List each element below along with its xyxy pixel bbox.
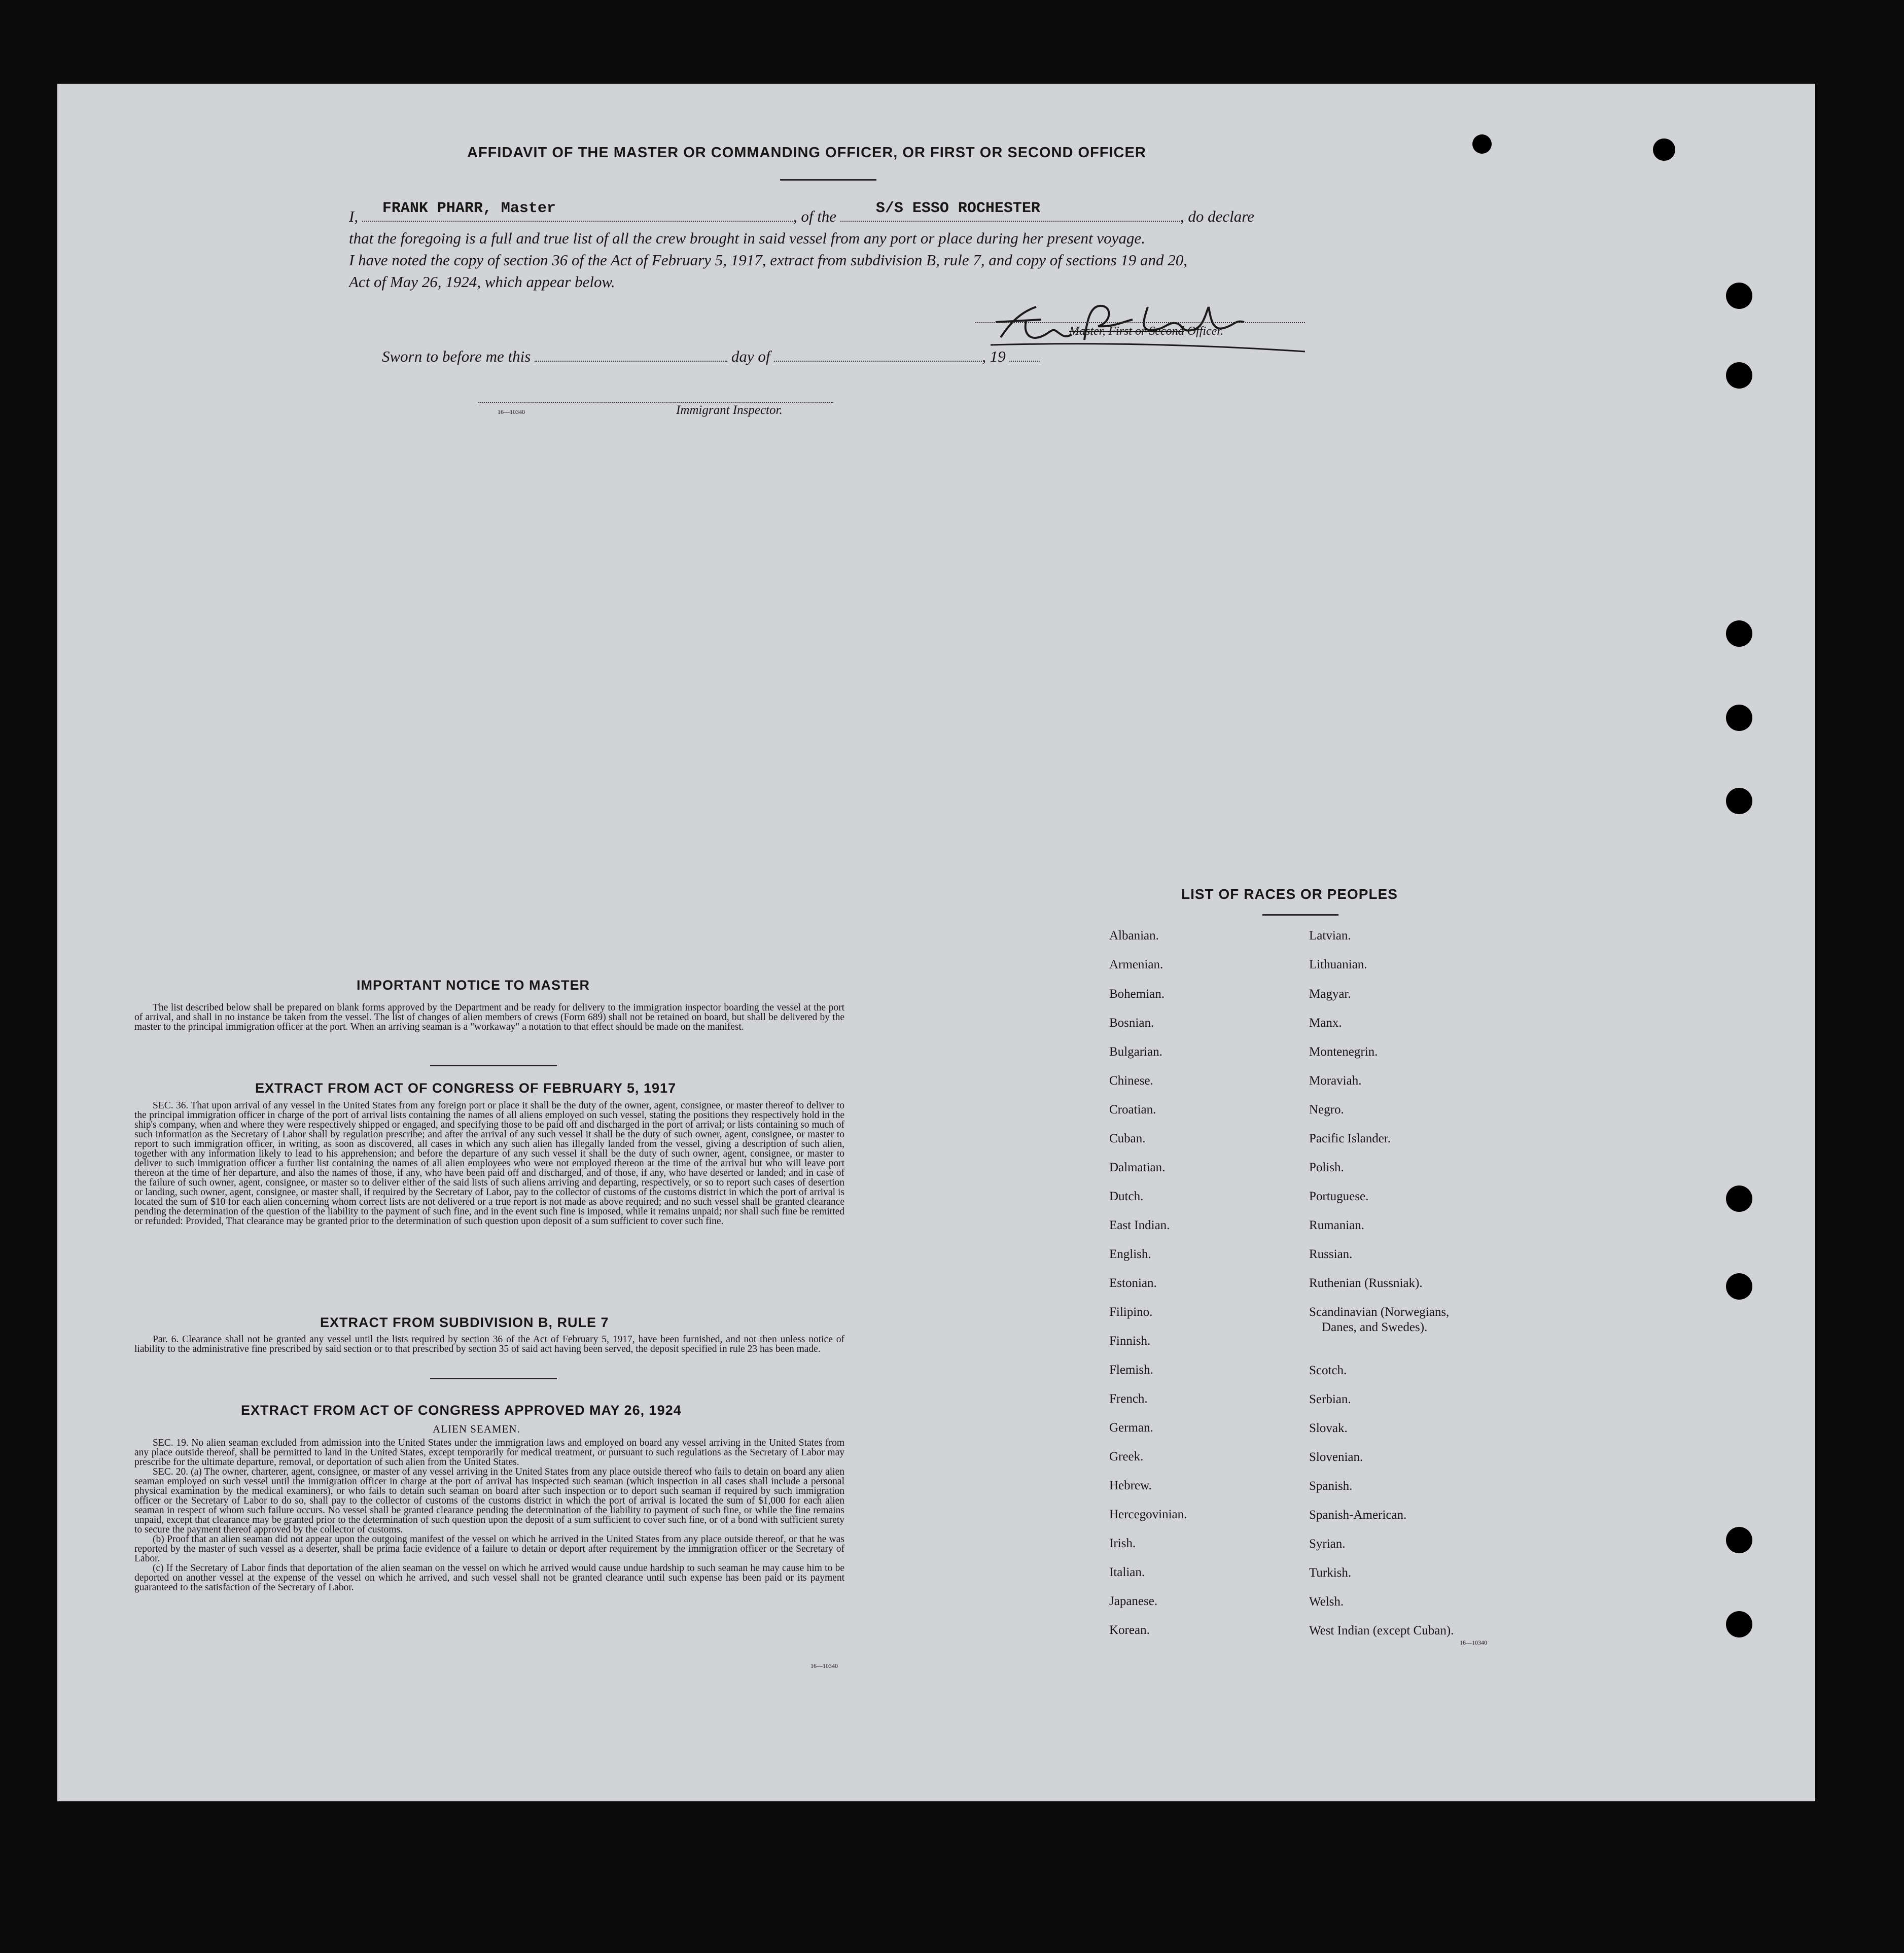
race-item: Slovak. [1309, 1421, 1348, 1435]
race-item: Montenegrin. [1309, 1045, 1378, 1059]
sworn-day-field [535, 345, 727, 362]
race-item: Hercegovinian. [1109, 1508, 1187, 1521]
race-item: Flemish. [1109, 1363, 1153, 1377]
race-item: Slovenian. [1309, 1450, 1363, 1464]
race-item: Scandinavian (Norwegians, [1309, 1305, 1450, 1319]
subdivision-rule [430, 1378, 557, 1379]
extract-1917-text: SEC. 36. That upon arrival of any vessel in the United States from any foreign port or place it shall be the duty of the owner, agent, consignee, or master thereof to deliver to the principal immigration officer in charge of the port of arrival lists containing the names of all aliens employed on such vessel, stating the positions they respectively hold in the ship's company, when and where they were respectively shipped or engaged, and specifying those to be paid off and discharged in the port of arrival; or lists containing so much of such information as the Secretary of Labor shall by regulation prescribe; and after the arrival of any such vessel it shall be the duty of such owner, agent, consignee, or master to report to such immigration officer, in writing, as soon as discovered, all cases in which any such alien has illegally landed from the vessel, giving a description of such alien, together with any information likely to lead to his apprehension; and before the departure of any such vessel it shall be the duty of such owner, agent, consignee, or master to deliver to such immigration officer a further list containing the names of all alien employees who were not employed thereon at the time of the arrival but who will leave port thereon at the time of her departure, and also the names of those, if any, who have been paid off and discharged, and of those, if any, who have deserted or landed; and in case of the failure of such owner, agent, consignee, or master so to deliver either of the said lists of such aliens arriving and departing, respectively, or so to report such cases of desertion or landing, such owner, agent, consignee, or master shall, if required by the Secretary of Labor, pay to the collector of customs of the customs district in which the port of arrival is located the sum of $10 for each alien concerning whom correct lists are not delivered or a true report is not made as above required; and no such vessel shall be granted clearance pending the determination of the question of the liability to the payment of such fine, and in the event such fine is imposed, while it remains unpaid; nor shall such fine be remitted or refunded: Provided, That clearance may be granted prior to the determination of such question upon deposit of a sum sufficient to cover such fine. [134, 1100, 844, 1227]
affidavit-title: AFFIDAVIT OF THE MASTER OR COMMANDING OFFICER, OR FIRST OR SECOND OFFICER [467, 145, 1146, 161]
races-left-column [1109, 929, 1282, 1639]
race-item: West Indian (except Cuban). [1309, 1624, 1454, 1637]
race-item: Polish. [1309, 1161, 1344, 1174]
title-rule [780, 179, 876, 181]
race-item: Serbian. [1309, 1392, 1351, 1406]
race-item: French. [1109, 1392, 1148, 1406]
punch-hole [1726, 620, 1752, 647]
signature-caption-end: Officer. [1187, 325, 1223, 338]
race-item: Croatian. [1109, 1103, 1156, 1117]
signature-caption [1069, 325, 1223, 338]
races-right-column [1309, 929, 1593, 1649]
races-rule [1262, 914, 1338, 916]
race-item: Korean. [1109, 1623, 1150, 1637]
vessel-name: S/S ESSO ROCHESTER [875, 200, 1040, 217]
race-item: Magyar. [1309, 987, 1351, 1001]
sworn-line [382, 345, 1040, 368]
affidavit-line-2: that the foregoing is a full and true list of all the crew brought in said vessel from any port or place during her present voyage. [349, 229, 1145, 247]
race-item: Ruthenian (Russniak). [1309, 1276, 1423, 1290]
punch-hole [1726, 283, 1752, 309]
race-item: Spanish-American. [1309, 1508, 1407, 1522]
race-item: Scotch. [1309, 1364, 1347, 1377]
do-declare-label: , do declare [1180, 207, 1254, 225]
race-item: Portuguese. [1309, 1190, 1369, 1203]
sec-19-text: SEC. 19. No alien seaman excluded from admission into the United States under the immigration laws and employed on board any vessel arriving in the United States from any place outside thereof, shall be permitted to land in the United States, except temporarily for medical treatment, or pursuant to such regulations as the Secretary of Labor may prescribe for the ultimate departure, removal, or deportation of such alien from the United States. [134, 1438, 844, 1468]
race-item: Filipino. [1109, 1305, 1153, 1319]
form-number-left: 16—10340 [810, 1662, 838, 1669]
i-label: I, [349, 207, 359, 225]
race-item: Manx. [1309, 1016, 1342, 1030]
punch-hole [1726, 788, 1752, 814]
punch-hole [1472, 134, 1492, 154]
race-item: Estonian. [1109, 1276, 1157, 1290]
act-1924-body [134, 1438, 844, 1592]
race-item: East Indian. [1109, 1218, 1170, 1232]
punch-hole [1726, 362, 1752, 389]
document-page [57, 84, 1815, 1801]
race-item: Armenian. [1109, 958, 1163, 971]
races-title: LIST OF RACES OR PEOPLES [1181, 886, 1398, 902]
race-item: Welsh. [1309, 1595, 1344, 1609]
race-item: Albanian. [1109, 929, 1159, 943]
race-item: Bosnian. [1109, 1016, 1154, 1030]
punch-hole [1726, 1185, 1752, 1212]
race-item: Dalmatian. [1109, 1161, 1166, 1174]
extract-1917-title: EXTRACT FROM ACT OF CONGRESS OF FEBRUARY 5, 1917 [255, 1080, 677, 1096]
race-item: Italian. [1109, 1565, 1145, 1579]
race-item: Lithuanian. [1309, 958, 1367, 971]
subdivision-b-text: Par. 6. Clearance shall not be granted any vessel until the lists required by section 36 of the Act of February 5, 1917, have been furnished, and not then unless notice of liability to the administrative fine prescribed by said section or to that prescribed by section 35 of said act having been served, the deposit specified in rule 23 has been made. [134, 1334, 844, 1354]
race-item: Cuban. [1109, 1132, 1146, 1145]
punch-hole [1726, 1273, 1752, 1300]
race-item: English. [1109, 1247, 1151, 1261]
signature-line [975, 322, 1305, 323]
sec-20c-text: (c) If the Secretary of Labor finds that deportation of the alien seaman on the vessel on which he arrived would cause undue hardship to such seaman he may cause him to be deported on another vessel at the expense of the vessel on which he arrived, and such vessel shall not be granted clearance until such expense has been paid or its payment guaranteed to the satisfaction of the Secretary of Labor. [134, 1563, 844, 1593]
race-item: Turkish. [1309, 1566, 1352, 1580]
punch-hole [1653, 138, 1675, 161]
race-item: Japanese. [1109, 1594, 1158, 1608]
notice-text: The list described below shall be prepared on blank forms approved by the Department and be ready for delivery to the immigration inspector boarding the vessel at the port of arrival, and shall in no instance be taken from the vessel. The list of changes of alien members of crews (Form 689) shall not be retained on board, but shall be delivered by the master to the principal immigration officer at the port. When an arriving seaman is a "workaway" a notation to that effect should be made on the manifest. [134, 1002, 844, 1032]
race-item: Spanish. [1309, 1479, 1353, 1493]
sworn-label: Sworn to before me this [382, 347, 531, 365]
alien-seamen-subtitle: ALIEN SEAMEN. [433, 1423, 520, 1435]
affidavit-line-4: Act of May 26, 1924, which appear below. [349, 273, 615, 291]
notice-title: IMPORTANT NOTICE TO MASTER [357, 978, 590, 993]
affidavit-line-3: I have noted the copy of section 36 of the Act of February 5, 1917, extract from subdivision B, rule 7, and copy of sections 19 and 20, [349, 251, 1188, 269]
sec-20b-text: (b) Proof that an alien seaman did not appear upon the outgoing manifest of the vessel on which he arrived in the United States from any place outside thereof, or that he was reported by the master of such vessel as a deserter, shall be prima facie evidence of a failure to detain or deport after requirement by the immigration officer or the Secretary of Labor. [134, 1534, 844, 1564]
sec-20a-text: SEC. 20. (a) The owner, charterer, agent, consignee, or master of any vessel arriving in the United States from any place outside thereof who fails to detain on board any alien seaman employed on such vessel until the immigration officer in charge at the port of arrival has inspected such seaman (which inspection in all cases shall include a personal physical examination by the medical examiners), or who fails to detain such seaman on board after such inspection or to deport such seaman if required by such immigration officer or the Secretary of Labor to do so, shall pay to the collector of customs of the customs district in which the port of arrival is located the sum of $1,000 for each alien seaman in respect of whom such failure occurs. No vessel shall be granted clearance pending the determination of the liability to payment of such fine, or while the fine remains unpaid, except that clearance may be granted prior to the determination of such question upon the deposit of a sum sufficient to cover such fine, or of a bond with sufficient surety to secure the payment thereof approved by the collector of customs. [134, 1467, 844, 1535]
inspector-label: Immigrant Inspector. [676, 403, 783, 417]
signature-caption-struck: Master, First or Second [1069, 325, 1184, 338]
race-item: Hebrew. [1109, 1479, 1152, 1492]
day-of-label: day of [731, 347, 770, 365]
master-name: FRANK PHARR, Master [382, 200, 556, 217]
punch-hole [1726, 1611, 1752, 1637]
notice-rule [430, 1065, 557, 1066]
act-1924-title: EXTRACT FROM ACT OF CONGRESS APPROVED MAY 26, 1924 [241, 1403, 682, 1418]
year-prefix: , 19 [982, 347, 1006, 365]
master-name-field [362, 200, 793, 222]
sworn-month-field [774, 345, 982, 362]
race-item: Pacific Islander. [1309, 1132, 1391, 1145]
race-item: Negro. [1309, 1103, 1344, 1117]
form-number-right: 16—10340 [1460, 1639, 1487, 1646]
race-item: Syrian. [1309, 1537, 1346, 1551]
race-item: Chinese. [1109, 1074, 1153, 1088]
race-item: Rumanian. [1309, 1218, 1365, 1232]
race-item: Bohemian. [1109, 987, 1165, 1001]
subdivision-b-title: EXTRACT FROM SUBDIVISION B, RULE 7 [320, 1315, 609, 1330]
race-item: Russian. [1309, 1247, 1353, 1261]
race-item: Bulgarian. [1109, 1045, 1162, 1059]
race-item: Finnish. [1109, 1334, 1151, 1348]
race-item: Dutch. [1109, 1190, 1144, 1203]
race-item: Latvian. [1309, 929, 1351, 943]
race-item: Danes, and Swedes). [1322, 1320, 1428, 1334]
form-number-top: 16—10340 [498, 408, 525, 415]
race-item: Moraviah. [1309, 1074, 1362, 1088]
vessel-name-field [840, 200, 1180, 222]
inspector-line [478, 402, 833, 403]
race-item: German. [1109, 1421, 1153, 1435]
punch-hole [1726, 1527, 1752, 1553]
race-item: Irish. [1109, 1537, 1136, 1550]
race-item: Greek. [1109, 1450, 1144, 1463]
sworn-year-field [1009, 345, 1040, 362]
punch-hole [1726, 705, 1752, 731]
affidavit-line-1 [349, 200, 1254, 228]
of-the-label: , of the [793, 207, 837, 225]
